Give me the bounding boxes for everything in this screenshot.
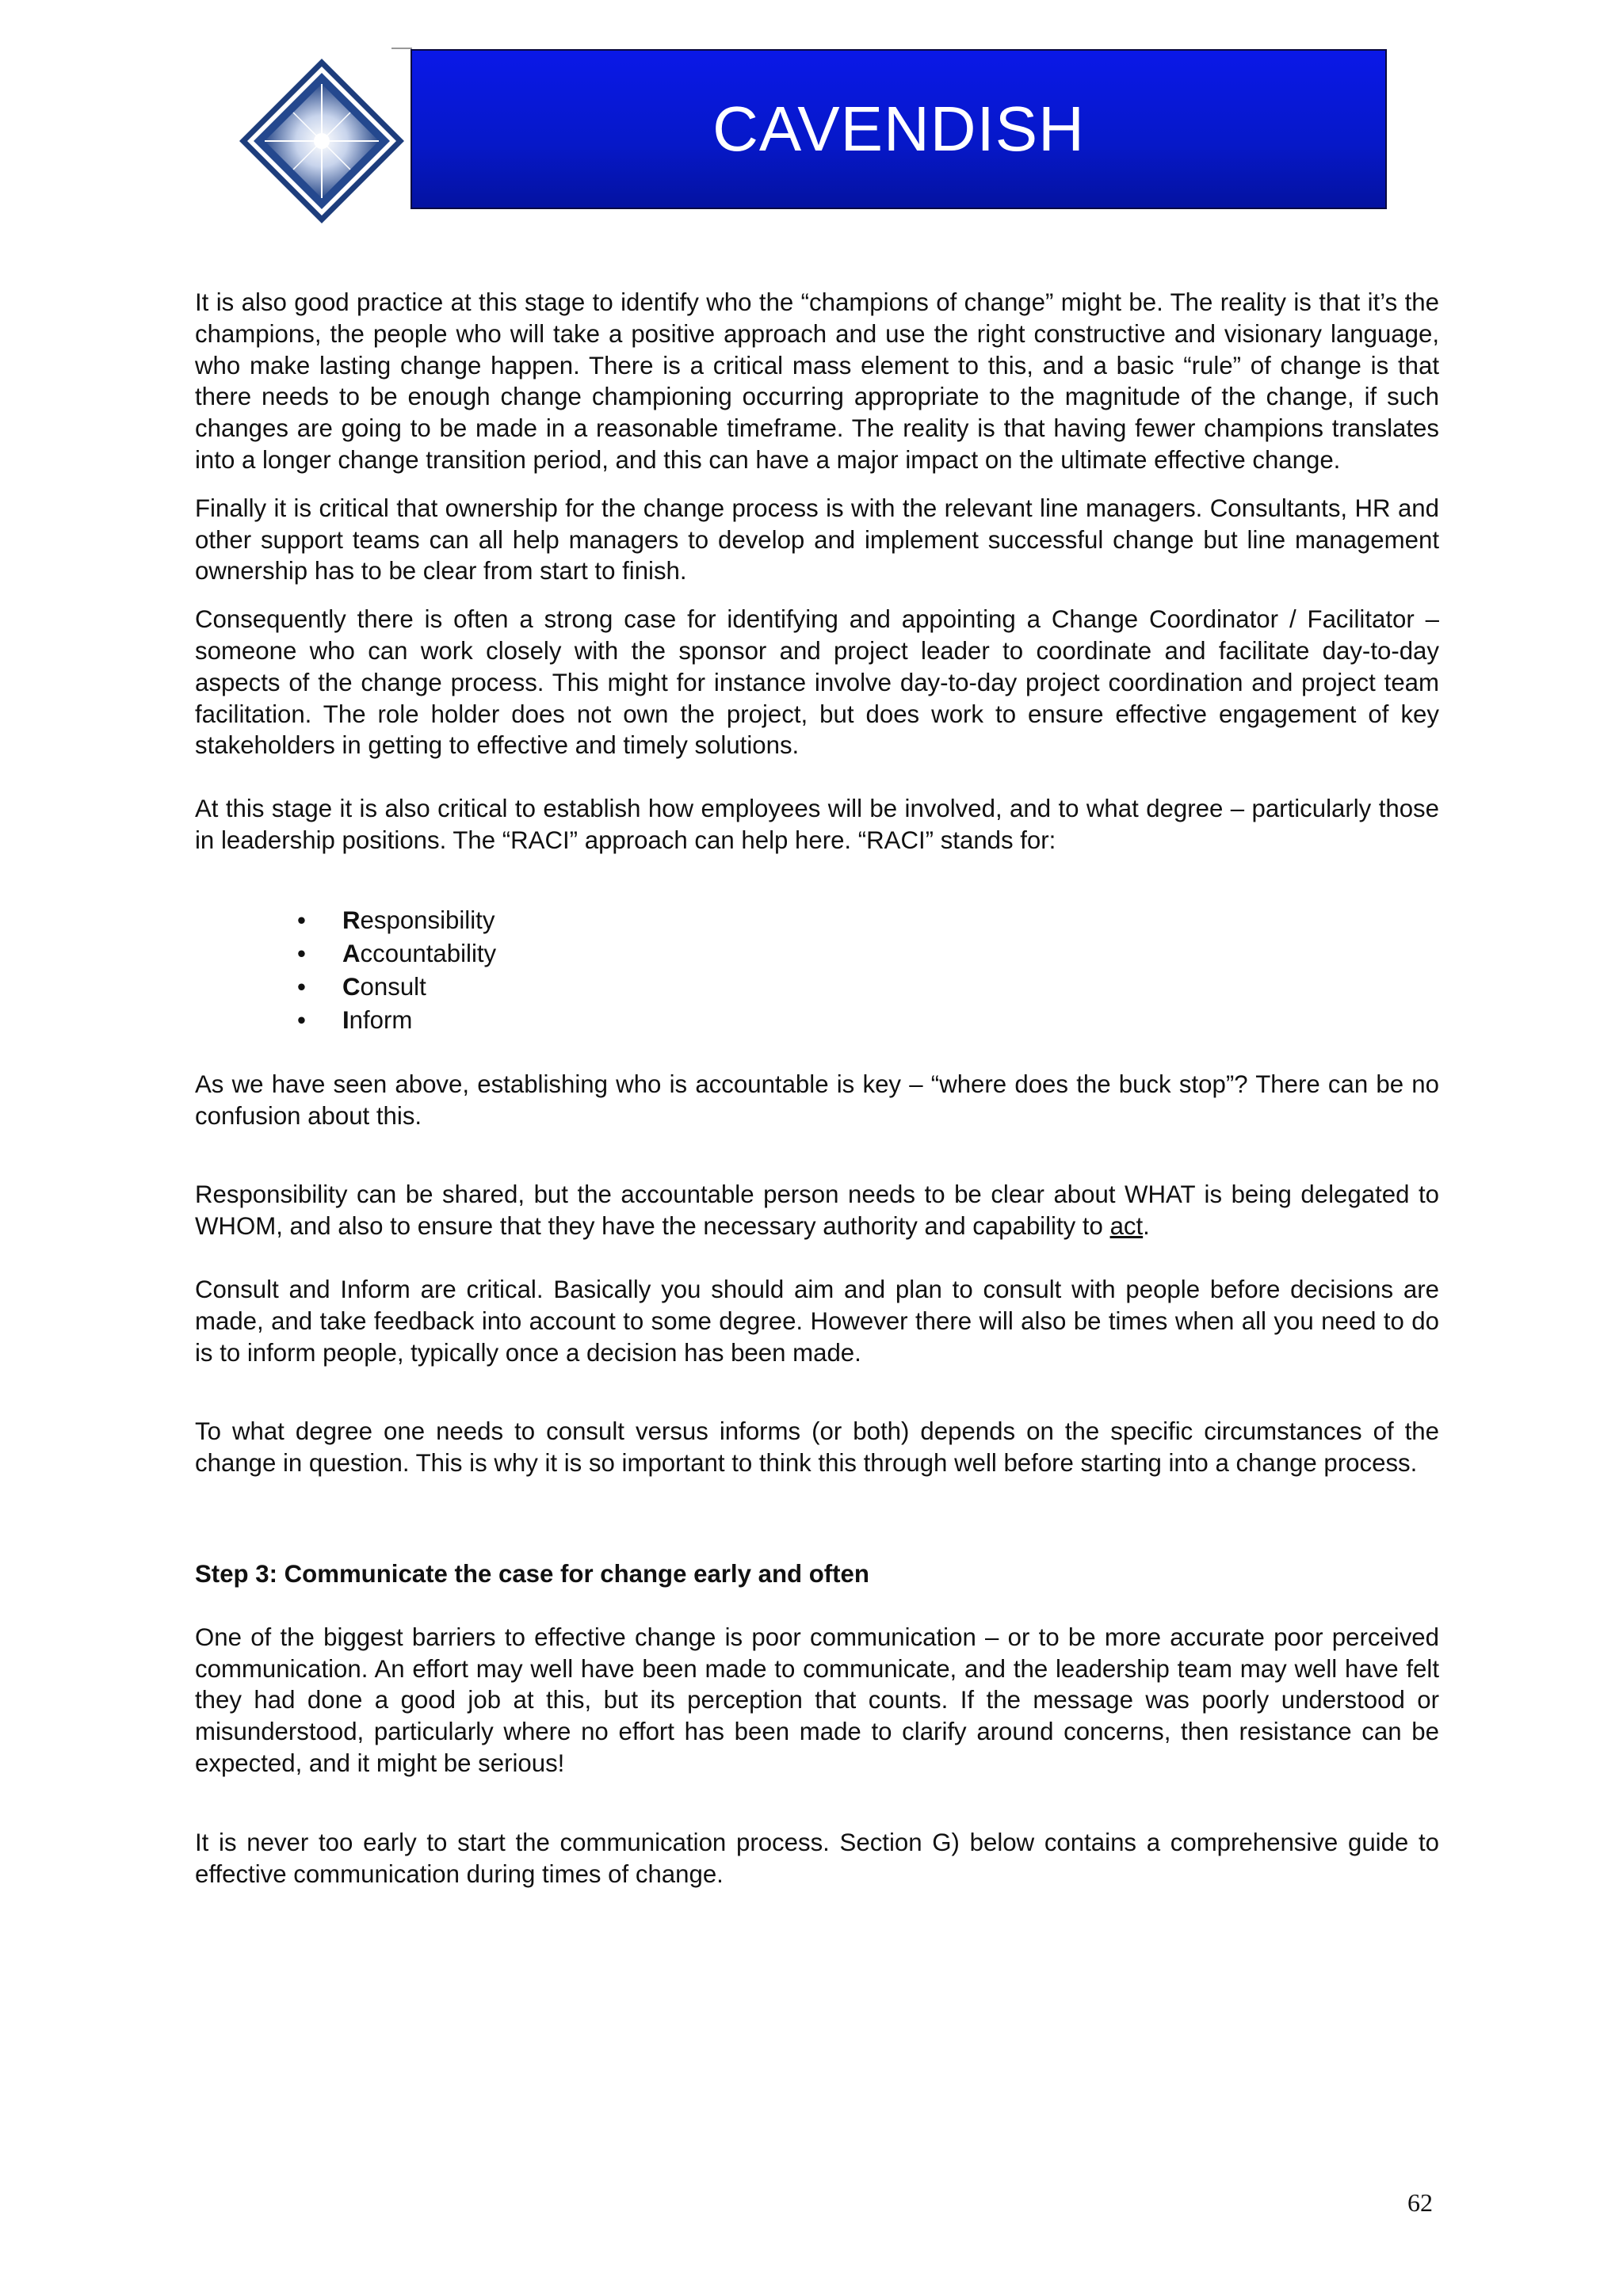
paragraph-accountable: As we have seen above, establishing who is accountable is key – “where does the buck stop”? There can be no confusion about this. (195, 1070, 1439, 1130)
underlined-act: act (1109, 1212, 1144, 1241)
paragraph-responsibility: Responsibility can be shared, but the accountable person needs to be clear about WHAT is being delegated to WHOM, and also to ensure that they have the necessary authority and capability to act. (195, 1180, 1439, 1241)
step3-heading: Step 3: Communicate the case for change early and often (195, 1559, 869, 1588)
paragraph-coordinator: Consequently there is often a strong case for identifying and appointing a Change Coordinator / Facilitator – someone who can work closely with the sponsor and project leader to coordinate and facilitate day-to-day aspects of the change process. This might for instance involve day-to-day project coordination and project team facilitation. The role holder does not own the project, but does work to ensure effective engagement of key stakeholders in getting to effective and timely solutions. (195, 605, 1439, 760)
paragraph-ownership: Finally it is critical that ownership for the change process is with the relevant line managers. Consultants, HR and other support teams can all help managers to develop and implement successful change but line management ownership has to be clear from start to finish. (195, 494, 1439, 585)
banner-divider (391, 48, 412, 49)
list-item: • Consult (195, 971, 1439, 1004)
paragraph-raci-intro: At this stage it is also critical to establish how employees will be involved, and to what degree – particularly those in leadership positions. The “RACI” approach can help here. “RACI” stands for: (195, 795, 1439, 854)
paragraph-consult-inform: Consult and Inform are critical. Basically you should aim and plan to consult with people before decisions are made, and take feedback into account to some degree. However there will also be times when all you need to do is to inform people, typically once a decision has been made. (195, 1275, 1439, 1367)
page-content (195, 287, 1439, 1890)
list-item: • Inform (195, 1004, 1439, 1037)
brand-banner (411, 49, 1387, 209)
paragraph-champions: It is also good practice at this stage to identify who the “champions of change” might be. The reality is that it’s the champions, the people who will take a positive approach and use the right constructive and visionary language, who make lasting change happen. There is a critical mass element to this, and a basic “rule” of change is that there needs to be enough change championing occurring appropriate to the magnitude of the change, if such changes are going to be made in a reasonable timeframe. The reality is that having fewer champions translates into a longer change transition period, and this can have a major impact on the ultimate effective change. (195, 288, 1439, 474)
brand-title: CAVENDISH (712, 93, 1085, 164)
page-number: 62 (1407, 2188, 1433, 2217)
list-item: • Responsibility (195, 904, 1439, 937)
paragraph-degree: To what degree one needs to consult versus informs (or both) depends on the specific circumstances of the change in question. This is why it is so important to think this through well before starting into a change process. (195, 1417, 1439, 1478)
paragraph-never-too-early: It is never too early to start the communication process. Section G) below contains a comprehensive guide to effective communication during times of change. (195, 1828, 1439, 1888)
bullet-icon: • (297, 939, 306, 967)
cavendish-logo-icon (238, 57, 406, 225)
paragraph-communication-barriers: One of the biggest barriers to effective change is poor communication – or to be more accurate poor perceived communication. An effort may well have been made to communicate, and the leadership team may well have felt they had done a good job at this, but its perception that counts. If the message was poorly understood or misunderstood, particularly where no effort has been made to clarify around concerns, then resistance can be expected, and it might be serious! (195, 1623, 1439, 1777)
raci-list (195, 904, 1439, 1037)
list-item: • Accountability (195, 937, 1439, 971)
bullet-icon: • (297, 1005, 306, 1034)
bullet-icon: • (297, 972, 306, 1001)
bullet-icon: • (297, 906, 306, 934)
